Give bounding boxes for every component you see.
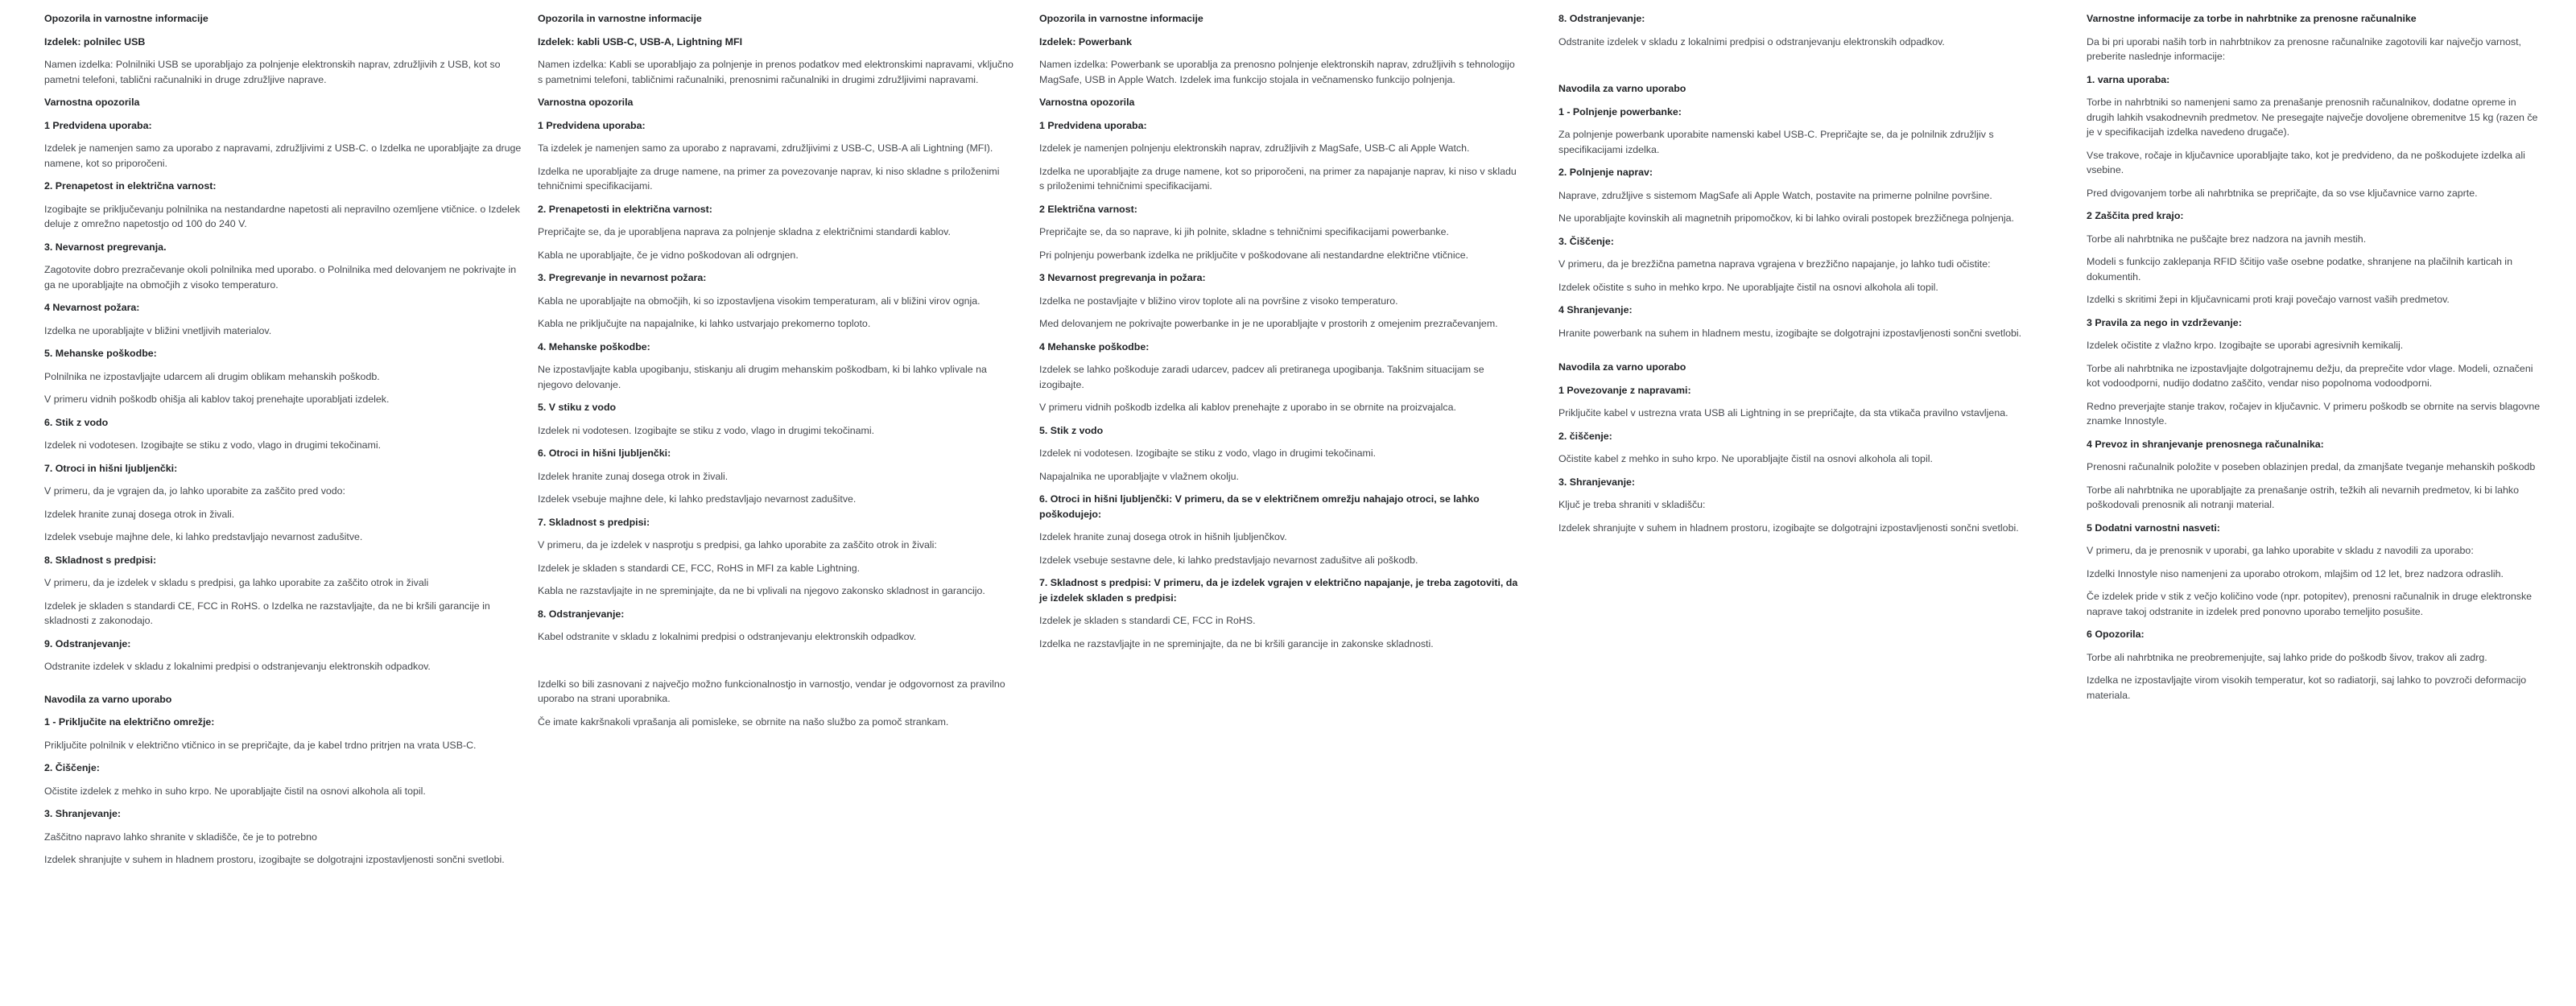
section-heading: 5. Stik z vodo [1039, 424, 1104, 436]
section-heading: 1. varna uporaba: [2087, 73, 2170, 85]
document-title: Opozorila in varnostne informacije [538, 13, 702, 24]
paragraph: Da bi pri uporabi naših torb in nahrbtnikov za prenosne računalnike zagotovili kar največjo varnost, preberite naslednje informacije: [2087, 35, 2521, 62]
section-heading: 1 Predvidena uporaba: [1039, 119, 1147, 131]
paragraph: Izdelka ne uporabljajte v bližini vnetljivih materialov. [44, 324, 272, 336]
paragraph: Ne izpostavljajte kabla upogibanju, stiskanju ali drugim mehanskim poškodbam, ki bi lahko vplivale na njegovo delovanje. [538, 364, 987, 390]
paragraph: Odstranite izdelek v skladu z lokalnimi predpisi o odstranjevanju elektronskih odpadkov. [1558, 35, 1945, 47]
paragraph: Izdelek ni vodotesen. Izogibajte se stiku z vodo, vlago in drugimi tekočinami. [44, 439, 382, 451]
paragraph: Izdelek vsebuje sestavne dele, ki lahko predstavljajo nevarnost zadušitve ali poškodb. [1039, 554, 1418, 566]
paragraph: V primeru, da je izdelek v skladu s predpisi, ga lahko uporabite za zaščito otrok in živali [44, 577, 429, 588]
paragraph: Torbe ali nahrbtnika ne izpostavljajte dolgotrajnemu dežju, da preprečite vdor vlage. Modeli, označeni kot vodoodporni, nudijo dodatno zaščito, vendar niso popolnoma vodoodporni. [2087, 362, 2533, 389]
text-column-5 [2087, 11, 2544, 711]
paragraph: V primeru, da je brezžična pametna naprava vgrajena v brezžično napajanje, jo lahko tudi očistite: [1558, 258, 1991, 270]
section-heading: Navodila za varno uporabo [44, 693, 172, 705]
paragraph: Izdelek shranjujte v suhem in hladnem prostoru, izogibajte se dolgotrajni izpostavljenosti sončni svetlobi. [44, 854, 505, 865]
section-heading: Izdelek: polnilec USB [44, 35, 146, 47]
paragraph: Izdelki Innostyle niso namenjeni za uporabo otrokom, mlajšim od 12 let, brez nadzora odraslih. [2087, 567, 2504, 579]
paragraph: Namen izdelka: Polnilniki USB se uporabljajo za polnjenje elektronskih naprav, združljivih z USB, kot so pametni telefoni, tablični računalniki in druge združljive naprave. [44, 59, 501, 85]
section-heading: 3. Nevarnost pregrevanja. [44, 241, 167, 253]
paragraph: Izdelek hranite zunaj dosega otrok in hišnih ljubljenčkov. [1039, 531, 1287, 542]
paragraph: Izdelka ne razstavljajte in ne spreminjajte, da ne bi kršili garancije in zakonske skladnosti. [1039, 637, 1434, 649]
section-heading: 2. Polnjenje naprav: [1558, 167, 1653, 178]
paragraph: Izdelek očistite z vlažno krpo. Izogibajte se uporabi agresivnih kemikalij. [2087, 340, 2404, 351]
section-heading: 7. Skladnost s predpisi: V primeru, da je izdelek vgrajen v električno napajanje, je treba zagotoviti, da je izdelek skladen s predpisi: [1039, 577, 1518, 604]
paragraph: V primeru, da je vgrajen da, jo lahko uporabite za zaščito pred vodo: [44, 485, 346, 497]
section-heading: 4 Shranjevanje: [1558, 304, 1633, 315]
section-heading: 6. Otroci in hišni ljubljenčki: V primeru, da se v električnem omrežju nahajajo otroci, se lahko poškodujejo: [1039, 493, 1480, 520]
section-heading: Navodila za varno uporabo [1558, 361, 1686, 373]
section-spacer [1558, 348, 2041, 360]
section-spacer [538, 653, 1021, 677]
section-heading: 3. Shranjevanje: [1558, 476, 1636, 488]
paragraph: Izdelka ne izpostavljajte virom visokih temperatur, kot so radiatorji, saj lahko to povzroči deformacijo materiala. [2087, 674, 2527, 701]
section-heading: 4 Nevarnost požara: [44, 302, 140, 313]
section-heading: 2. čiščenje: [1558, 430, 1612, 442]
section-heading: 3 Nevarnost pregrevanja in požara: [1039, 272, 1206, 283]
section-heading: 2. Prenapetost in električna varnost: [44, 180, 217, 192]
paragraph: Odstranite izdelek v skladu z lokalnimi predpisi o odstranjevanju elektronskih odpadkov. [44, 661, 431, 672]
paragraph: Izdelek je skladen s standardi CE, FCC in RoHS. o Izdelka ne razstavljajte, da ne bi kršili garancije in skladnosti z zakonodajo. [44, 600, 490, 626]
section-heading: 1 Povezovanje z napravami: [1558, 384, 1691, 396]
paragraph: Zaščitno napravo lahko shranite v skladišče, če je to potrebno [44, 831, 317, 843]
paragraph: Izdelek ni vodotesen. Izogibajte se stiku z vodo, vlago in drugimi tekočinami. [1039, 447, 1377, 459]
document-title: Varnostne informacije za torbe in nahrbtnike za prenosne računalnike [2087, 13, 2417, 24]
text-column-1 [44, 11, 527, 876]
section-heading: 3. Čiščenje: [1558, 235, 1614, 247]
section-heading: 3. Pregrevanje in nevarnost požara: [538, 272, 707, 283]
paragraph: Izdelek vsebuje majhne dele, ki lahko predstavljajo nevarnost zadušitve. [44, 531, 363, 542]
paragraph: Izdelka ne uporabljajte za druge namene, kot so priporočeni, na primer za napajanje naprav, ki niso v skladu s priloženimi tehničnimi specifikacijami. [1039, 165, 1517, 192]
section-heading: 8. Skladnost s predpisi: [44, 554, 157, 566]
paragraph: Prepričajte se, da so naprave, ki jih polnite, skladne s tehničnimi specifikacijami powerbanke. [1039, 226, 1449, 237]
paragraph: Kabla ne uporabljajte, če je vidno poškodovan ali odrgnjen. [538, 249, 799, 261]
paragraph: Pred dvigovanjem torbe ali nahrbtnika se prepričajte, da so vse ključavnice varno zaprte. [2087, 187, 2478, 199]
section-heading: 6. Otroci in hišni ljubljenčki: [538, 447, 671, 459]
paragraph: Namen izdelka: Kabli se uporabljajo za polnjenje in prenos podatkov med elektronskimi napravami, vključno s pametnimi telefoni, tabličnimi računalniki, prenosnimi računalniki in drugimi združljivimi napravami. [538, 59, 1013, 85]
section-heading: 7. Otroci in hišni ljubljenčki: [44, 462, 178, 474]
section-spacer [1558, 57, 2041, 81]
paragraph: Izdelek hranite zunaj dosega otrok in živali. [44, 508, 235, 520]
section-heading: 3. Shranjevanje: [44, 808, 122, 819]
paragraph: Priključite kabel v ustrezna vrata USB ali Lightning in se prepričajte, da sta vtikača pravilno vstavljena. [1558, 407, 2008, 418]
paragraph: Prenosni računalnik položite v poseben oblazinjen predal, da zmanjšate tveganje mehanskih poškodb [2087, 461, 2536, 472]
section-heading: 1 - Priključite na električno omrežje: [44, 716, 215, 728]
paragraph: Redno preverjajte stanje trakov, ročajev in ključavnic. V primeru poškodb se obrnite na servis blagovne znamke Innostyle. [2087, 400, 2541, 427]
paragraph: Kabla ne razstavljajte in ne spreminjajte, da ne bi vplivali na njegovo zakonsko skladnost in garancijo. [538, 585, 985, 596]
section-heading: 2 Zaščita pred krajo: [2087, 210, 2184, 221]
paragraph: Izdelek je skladen s standardi CE, FCC in RoHS. [1039, 615, 1256, 626]
paragraph: Izdelka ne uporabljajte za druge namene, na primer za povezovanje naprav, ki niso skladne s priloženimi tehničnimi specifikacijami. [538, 165, 1000, 192]
paragraph: Polnilnika ne izpostavljajte udarcem ali drugim oblikam mehanskih poškodb. [44, 370, 380, 382]
paragraph: Kabla ne priključujte na napajalnike, ki lahko ustvarjajo prekomerno toploto. [538, 318, 871, 329]
paragraph: Hranite powerbank na suhem in hladnem mestu, izogibajte se dolgotrajni izpostavljenosti sončni svetlobi. [1558, 327, 2022, 339]
paragraph: Izdelek je namenjen polnjenju elektronskih naprav, združljivih z MagSafe, USB-C ali Apple Watch. [1039, 142, 1470, 154]
paragraph: Kabel odstranite v skladu z lokalnimi predpisi o odstranjevanju elektronskih odpadkov. [538, 631, 917, 642]
paragraph: Kabla ne uporabljajte na območjih, ki so izpostavljena visokim temperaturam, ali v bližini virov ognja. [538, 295, 980, 307]
paragraph: Vse trakove, ročaje in ključavnice uporabljajte tako, kot je predvideno, da ne poškodujete izdelka ali vsebine. [2087, 149, 2525, 175]
section-heading: 2 Električna varnost: [1039, 203, 1137, 215]
paragraph: V primeru, da je izdelek v nasprotju s predpisi, ga lahko uporabite za zaščito otrok in živali: [538, 539, 937, 550]
paragraph: Izdelek je skladen s standardi CE, FCC, RoHS in MFI za kable Lightning. [538, 562, 861, 574]
paragraph: Izdelek se lahko poškoduje zaradi udarcev, padcev ali pretiranega upogibanja. Takšnim situacijam se izogibajte. [1039, 364, 1484, 390]
section-spacer [44, 682, 527, 692]
paragraph: Ta izdelek je namenjen samo za uporabo z napravami, združljivimi z USB-C, USB-A ali Lightning (MFI). [538, 142, 993, 154]
section-heading: 2. Čiščenje: [44, 762, 100, 773]
paragraph: Naprave, združljive s sistemom MagSafe ali Apple Watch, postavite na primerne polnilne površine. [1558, 189, 1992, 201]
paragraph: Ne uporabljajte kovinskih ali magnetnih pripomočkov, ki bi lahko ovirali postopek brezžičnega polnjenja. [1558, 212, 2014, 224]
paragraph: Torbe in nahrbtniki so namenjeni samo za prenašanje prenosnih računalnikov, dodatne opreme in drugih lahkih vsakodnevnih predmetov. Ne presegajte največje dovoljene obremenitve 15 kg (razen če je v specifikacijah izdelka navedeno drugače). [2087, 97, 2538, 138]
text-column-2 [538, 11, 1021, 737]
paragraph: V primeru vidnih poškodb ohišja ali kablov takoj prenehajte uporabljati izdelek. [44, 394, 390, 405]
paragraph: Torbe ali nahrbtnika ne preobremenjujte, saj lahko pride do poškodb šivov, trakov ali zadrg. [2087, 651, 2487, 663]
paragraph: Namen izdelka: Powerbank se uporablja za prenosno polnjenje elektronskih naprav, združljivih s tehnologijo MagSafe, USB in Apple Watch. Izdelek ima funkcijo stojala in večnamensko funkcijo polnjenja. [1039, 59, 1515, 85]
paragraph: Izdelek ni vodotesen. Izogibajte se stiku z vodo, vlago in drugimi tekočinami. [538, 424, 875, 436]
section-heading: 4 Mehanske poškodbe: [1039, 340, 1150, 353]
paragraph: Izdelki so bili zasnovani z največjo možno funkcionalnostjo in varnostjo, vendar je odgovornost za pravilno uporabo na strani uporabnika. [538, 678, 1005, 704]
section-heading: Varnostna opozorila [44, 97, 140, 108]
document-title: Opozorila in varnostne informacije [44, 13, 208, 24]
paragraph: Za polnjenje powerbank uporabite namenski kabel USB-C. Prepričajte se, da je polnilnik združljiv s specifikacijami izdelka. [1558, 129, 1994, 155]
section-heading: 5 Dodatni varnostni nasveti: [2087, 522, 2220, 534]
text-column-4 [1558, 11, 2041, 543]
section-heading: 6. Stik z vodo [44, 416, 109, 428]
section-heading: 4 Prevoz in shranjevanje prenosnega računalnika: [2087, 438, 2324, 450]
paragraph: Izdelek hranite zunaj dosega otrok in živali. [538, 470, 729, 482]
paragraph: Izogibajte se priključevanju polnilnika na nestandardne napetosti ali nepravilno ozemljene vtičnice. o Izdelek deluje z omrežno napetostjo od 100 do 240 V. [44, 203, 520, 229]
section-heading: 1 Predvidena uporaba: [538, 119, 646, 131]
paragraph: Zagotovite dobro prezračevanje okoli polnilnika med uporabo. o Polnilnika med delovanjem ne pokrivajte in ga ne uporabljajte na območjih z visoko temperaturo. [44, 264, 517, 291]
paragraph: Pri polnjenju powerbank izdelka ne priključite v poškodovane ali nestandardne električne vtičnice. [1039, 249, 1469, 261]
paragraph: Izdelka ne postavljajte v bližino virov toplote ali na površine z visoko temperaturo. [1039, 295, 1398, 307]
section-heading: 4. Mehanske poškodbe: [538, 340, 650, 353]
section-heading: 5. Mehanske poškodbe: [44, 348, 157, 359]
section-heading: 3 Pravila za nego in vzdrževanje: [2087, 316, 2242, 328]
paragraph: V primeru, da je prenosnik v uporabi, ga lahko uporabite v skladu z navodili za uporabo: [2087, 545, 2474, 556]
paragraph: Očistite izdelek z mehko in suho krpo. Ne uporabljajte čistil na osnovi alkohola ali topil. [44, 785, 426, 797]
paragraph: Napajalnika ne uporabljajte v vlažnem okolju. [1039, 470, 1239, 482]
paragraph: V primeru vidnih poškodb izdelka ali kablov prenehajte z uporabo in se obrnite na proizvajalca. [1039, 402, 1456, 413]
paragraph: Med delovanjem ne pokrivajte powerbanke in je ne uporabljajte v prostorih z omejenim prezračevanjem. [1039, 318, 1498, 329]
section-heading: Izdelek: kabli USB-C, USB-A, Lightning MFI [538, 35, 743, 47]
section-heading: Varnostna opozorila [538, 97, 634, 108]
document-title: Opozorila in varnostne informacije [1039, 13, 1203, 24]
text-column-3 [1039, 11, 1522, 659]
paragraph: Izdelek očistite s suho in mehko krpo. Ne uporabljajte čistil na osnovi alkohola ali topil. [1558, 281, 1938, 293]
section-heading: 8. Odstranjevanje: [538, 608, 625, 620]
section-heading: 6 Opozorila: [2087, 629, 2145, 640]
section-heading: 1 Predvidena uporaba: [44, 119, 152, 131]
paragraph: Izdelek vsebuje majhne dele, ki lahko predstavljajo nevarnost zadušitve. [538, 493, 857, 505]
section-heading: 8. Odstranjevanje: [1558, 13, 1645, 24]
section-heading: 9. Odstranjevanje: [44, 637, 131, 649]
paragraph: Izdelek je namenjen samo za uporabo z napravami, združljivimi z USB-C. o Izdelka ne uporabljajte za druge namene, kot so priporočeni. [44, 142, 522, 169]
section-heading: 7. Skladnost s predpisi: [538, 516, 650, 528]
paragraph: Torbe ali nahrbtnika ne uporabljajte za prenašanje ostrih, težkih ali nevarnih predmetov, ki bi lahko poškodovali prenosnik ali notranji material. [2087, 484, 2520, 510]
section-heading: 5. V stiku z vodo [538, 402, 617, 413]
paragraph: Izdelek shranjujte v suhem in hladnem prostoru, izogibajte se dolgotrajni izpostavljenosti sončni svetlobi. [1558, 522, 2019, 534]
section-heading: 2. Prenapetosti in električna varnost: [538, 203, 712, 215]
section-heading: Navodila za varno uporabo [1558, 83, 1686, 94]
paragraph: Ključ je treba shraniti v skladišču: [1558, 499, 1706, 510]
paragraph: Priključite polnilnik v električno vtičnico in se prepričajte, da je kabel trdno pritrjen na vrata USB-C. [44, 739, 477, 751]
paragraph: Izdelki s skritimi žepi in ključavnicami proti kraji povečajo varnost vaših predmetov. [2087, 294, 2450, 305]
paragraph: Torbe ali nahrbtnika ne puščajte brez nadzora na javnih mestih. [2087, 233, 2367, 245]
section-heading: Varnostna opozorila [1039, 97, 1135, 108]
paragraph: Modeli s funkcijo zaklepanja RFID ščitijo vaše osebne podatke, shranjene na plačilnih karticah in dokumentih. [2087, 256, 2512, 282]
section-heading: Izdelek: Powerbank [1039, 35, 1132, 47]
section-heading: 1 - Polnjenje powerbanke: [1558, 105, 1682, 118]
paragraph: Če imate kakršnakoli vprašanja ali pomisleke, se obrnite na našo službo za pomoč strankam. [538, 715, 949, 728]
paragraph: Očistite kabel z mehko in suho krpo. Ne uporabljajte čistil na osnovi alkohola ali topil. [1558, 453, 1933, 464]
paragraph: Prepričajte se, da je uporabljena naprava za polnjenje skladna z električnimi standardi kablov. [538, 226, 951, 237]
paragraph: Če izdelek pride v stik z večjo količino vode (npr. potopitev), prenosni računalnik in druge elektronske naprave takoj odstranite in izdelek pred ponovno uporabo temeljito posušite. [2087, 591, 2533, 617]
